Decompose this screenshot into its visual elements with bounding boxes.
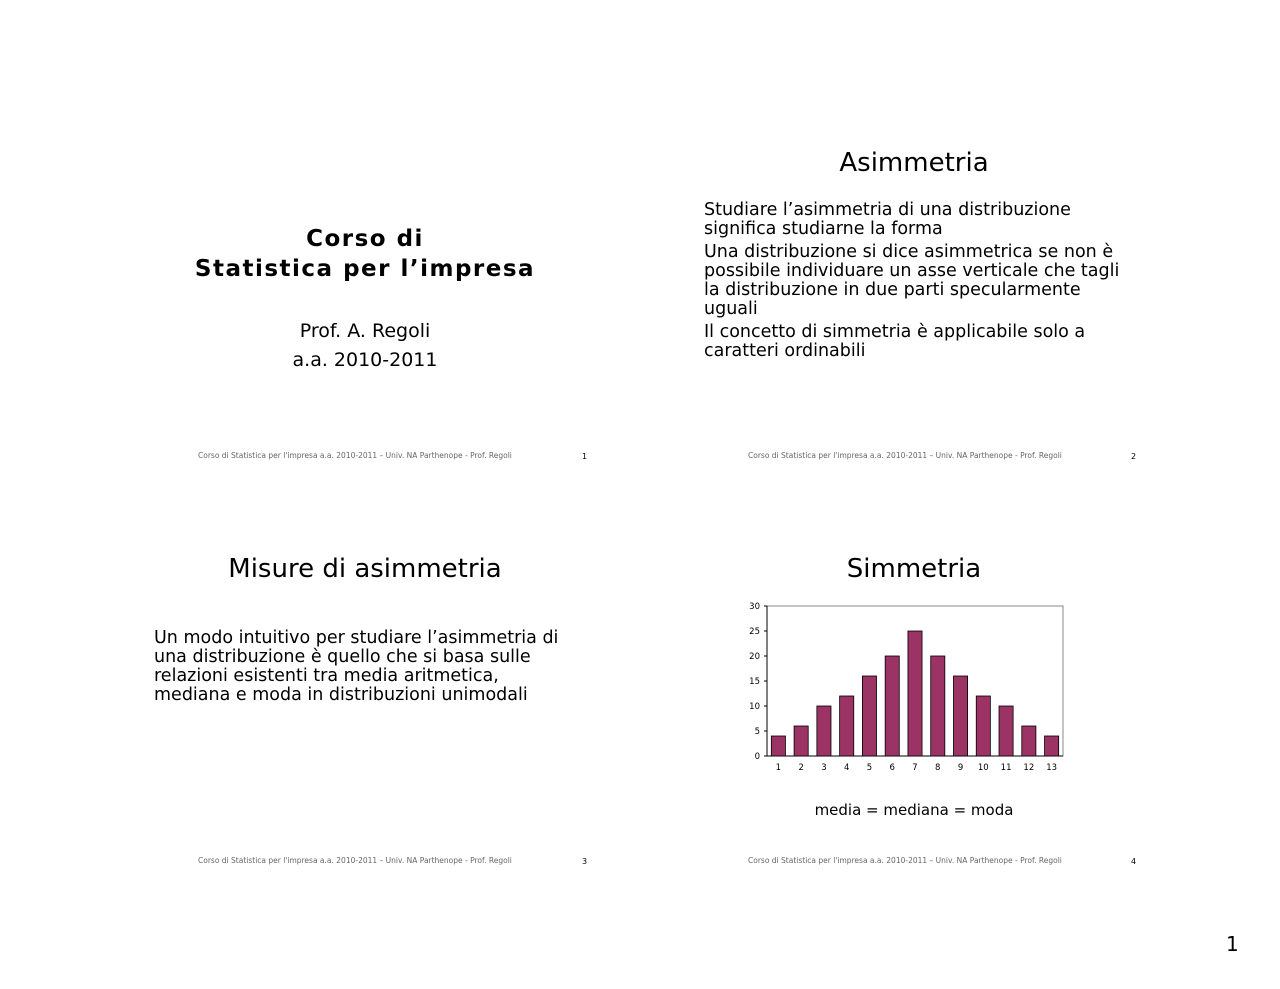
slide-2-paragraph: Studiare l’asimmetria di una distribuzione significa studiarne la forma: [704, 200, 1071, 239]
x-tick-label: 5: [866, 763, 873, 773]
bar-chart: [740, 598, 1070, 778]
x-tick-label: 8: [935, 763, 941, 773]
y-tick-label: 25: [749, 627, 760, 637]
slide-4-number: 4: [1131, 857, 1137, 866]
bar: [1045, 736, 1059, 756]
slide-4-caption: media = mediana = moda: [814, 801, 1014, 819]
slide-2-paragraph: Il concetto di simmetria è applicabile solo a caratteri ordinabili: [704, 322, 1086, 361]
y-tick-label: 10: [749, 702, 760, 712]
slide-1-author-block: [150, 317, 580, 375]
bar: [931, 656, 945, 756]
x-tick-label: 3: [821, 763, 827, 773]
x-tick-label: 9: [957, 763, 964, 773]
y-tick-label: 15: [749, 677, 760, 687]
x-tick-label: 7: [912, 763, 918, 773]
x-tick-label: 10: [977, 763, 989, 773]
x-tick-label: 11: [1000, 763, 1012, 773]
slide-2-footer: Corso di Statistica per l'impresa a.a. 2010-2011 – Univ. NA Parthenope - Prof. Regoli: [748, 451, 1062, 460]
y-tick-label: 20: [749, 652, 760, 662]
bar: [817, 706, 831, 756]
x-tick-label: 6: [889, 763, 895, 773]
bar: [885, 656, 899, 756]
x-tick-label: 2: [798, 763, 804, 773]
x-tick-label: 13: [1046, 763, 1058, 773]
slide-2-number: 2: [1131, 452, 1137, 461]
slide-4-footer: Corso di Statistica per l'impresa a.a. 2010-2011 – Univ. NA Parthenope - Prof. Regoli: [748, 856, 1062, 865]
slide-3-body: Un modo intuitivo per studiare l’asimmetria di una distribuzione è quello che si basa sulle relazioni esistenti tra media aritmetica, mediana e moda in distribuzioni unimodali: [154, 628, 559, 705]
x-tick-label: 12: [1023, 763, 1035, 773]
slide-3-number: 3: [582, 857, 588, 866]
slide-1-author: Prof. A. Regoli: [299, 320, 431, 342]
slide-1-year: a.a. 2010-2011: [292, 349, 438, 371]
bar: [862, 676, 876, 756]
slide-3-title: Misure di asimmetria: [228, 554, 502, 584]
x-tick-label: 4: [843, 763, 850, 773]
slide-1-title-line2: Statistica per l’impresa: [194, 256, 536, 282]
slide-1-number: 1: [582, 452, 588, 461]
y-tick-label: 5: [754, 727, 760, 737]
slide-3-footer: Corso di Statistica per l'impresa a.a. 2010-2011 – Univ. NA Parthenope - Prof. Regoli: [198, 856, 512, 865]
bar: [908, 631, 922, 756]
slide-1-title: [150, 224, 580, 284]
slide-2-title: Asimmetria: [839, 148, 989, 178]
y-tick-label: 0: [754, 752, 760, 762]
slide-1-title-line1: Corso di: [306, 226, 424, 252]
x-tick-label: 1: [775, 763, 782, 773]
bar: [999, 706, 1013, 756]
slide-2-paragraph: Una distribuzione si dice asimmetrica se non è possibile individuare un asse verticale che tagli la distribuzione in due parti specularmente uguali: [704, 242, 1120, 319]
bar: [794, 726, 808, 756]
bar: [976, 696, 990, 756]
slide-2-body: [704, 201, 1134, 365]
page-number: 1: [1226, 932, 1239, 956]
bar: [840, 696, 854, 756]
y-tick-label: 30: [749, 602, 760, 612]
bar: [771, 736, 785, 756]
slide-1-footer: Corso di Statistica per l'impresa a.a. 2010-2011 – Univ. NA Parthenope - Prof. Regoli: [198, 451, 512, 460]
bar: [953, 676, 967, 756]
bar: [1022, 726, 1036, 756]
slide-4-title: Simmetria: [846, 554, 982, 584]
